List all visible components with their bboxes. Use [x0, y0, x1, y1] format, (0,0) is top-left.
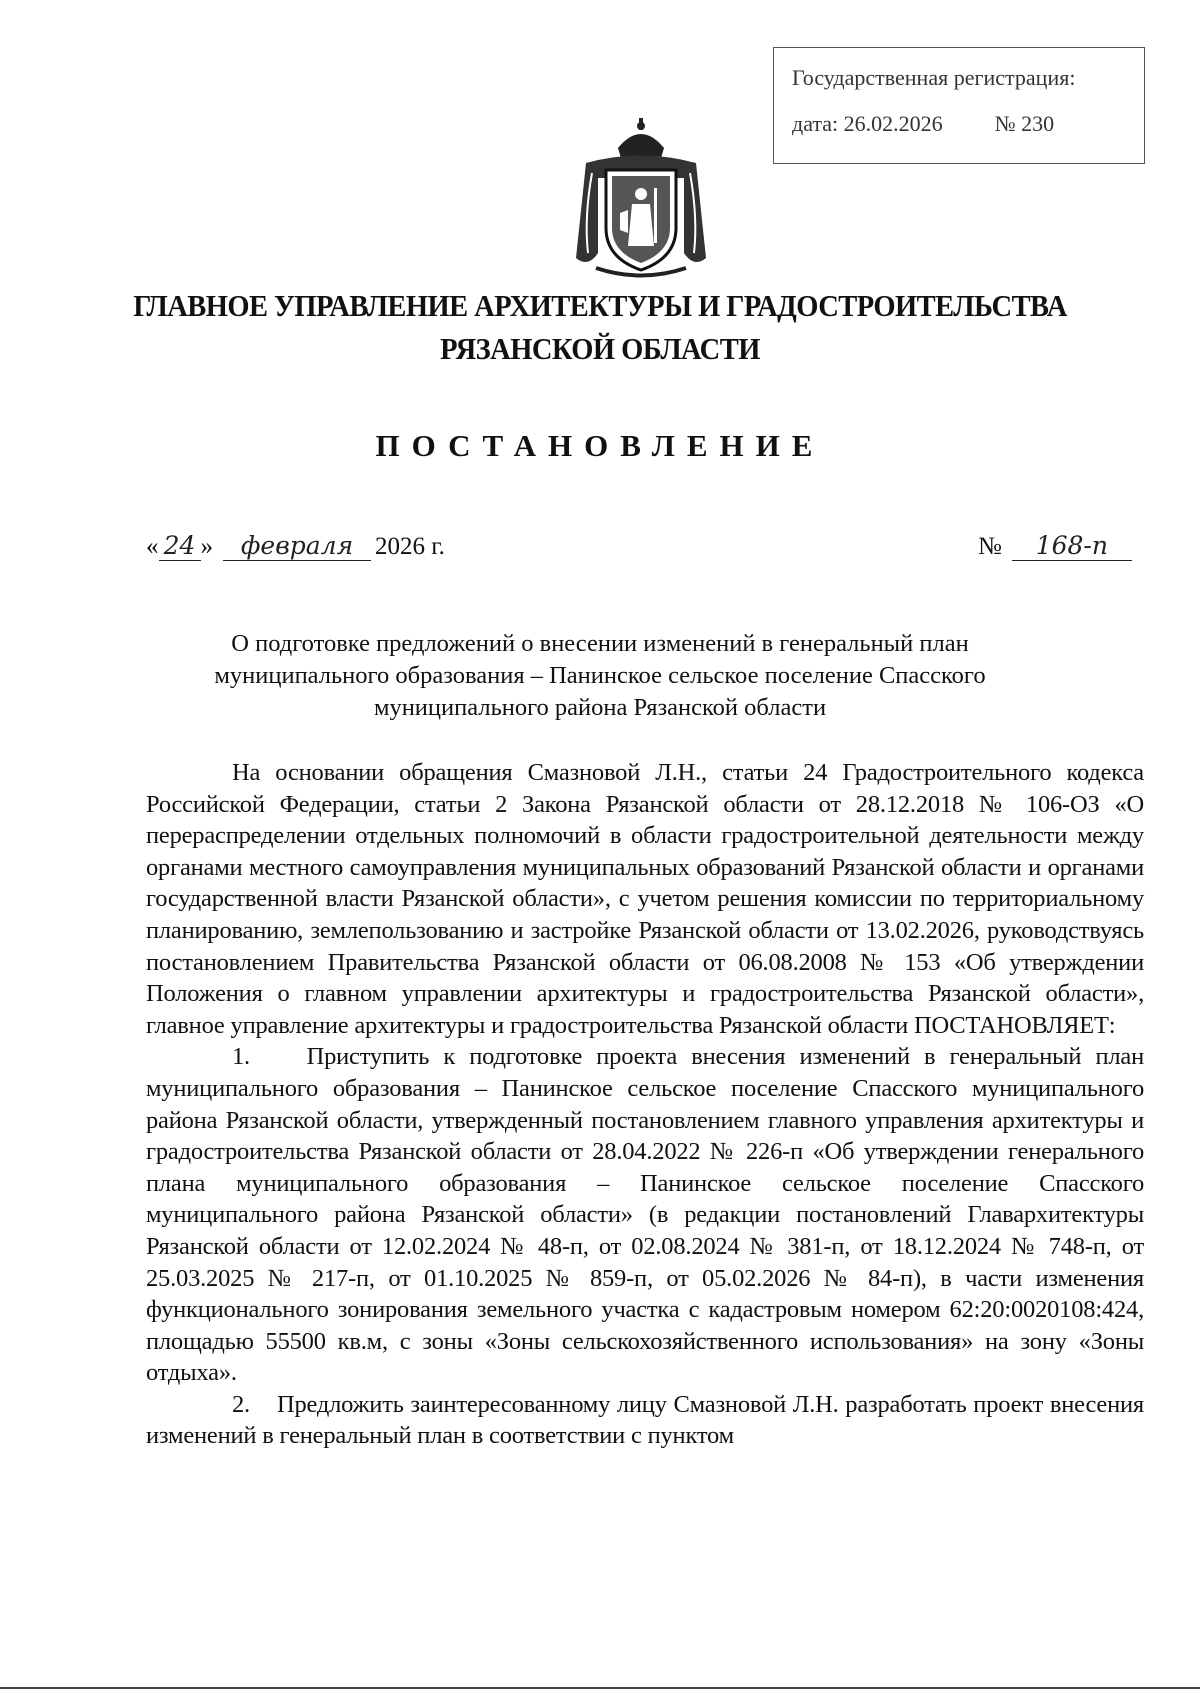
item-1-number: 1.: [232, 1043, 250, 1071]
subject-line-3: муниципального района Рязанской области: [373, 694, 827, 721]
number-value: 168-п: [1012, 532, 1132, 561]
item-2-paragraph: [146, 1389, 1144, 1452]
registration-details: [792, 108, 1144, 140]
item-1-paragraph: [146, 1041, 1144, 1389]
document-type: ПОСТАНОВЛЕНИЕ: [375, 428, 825, 463]
registration-stamp: [773, 47, 1145, 164]
document-number: [978, 532, 1132, 561]
registration-date: дата: 26.02.2026: [792, 111, 943, 136]
date-year: 2026 г.: [375, 533, 445, 560]
subject-line-2: муниципального образования – Панинское сельское поселение Спасского: [214, 662, 986, 689]
date-close-quote: »: [200, 533, 213, 560]
number-label: №: [978, 533, 1002, 560]
organization-line-2: РЯЗАНСКОЙ ОБЛАСТИ: [440, 331, 760, 366]
preamble-paragraph: На основании обращения Смазновой Л.Н., статьи 24 Градостроительного кодекса Российской Федерации, статьи 2 Закона Рязанской области от 28.12.2018 № 106-ОЗ «О перераспределении отдельных полномочий в области градостроительной деятельности между органами местного самоуправления муниципальных образований Рязанской области и органами государственной власти Рязанской области», с учетом решения комиссии по территориальному планированию, землепользованию и застройке Рязанской области от 13.02.2026, руководствуясь постановлением Правительства Рязанской области от 06.08.2008 № 153 «Об утверждении Положения о главном управлении архитектуры и градостроительства Рязанской области», главное управление архитектуры и градостроительства Рязанской области ПОСТАНОВЛЯЕТ:: [146, 759, 1144, 1039]
document-body: [146, 757, 1144, 1452]
date-day: 24: [159, 532, 201, 561]
coat-of-arms-icon: [566, 118, 716, 283]
date-open-quote: «: [146, 533, 159, 560]
organization-line-1: ГЛАВНОЕ УПРАВЛЕНИЕ АРХИТЕКТУРЫ И ГРАДОСТРОИТЕЛЬСТВА: [133, 288, 1067, 323]
subject-line-1: О подготовке предложений о внесении изменений в генеральный план: [231, 630, 969, 657]
registration-title: Государственная регистрация:: [792, 65, 1076, 90]
item-2-number: 2.: [232, 1390, 250, 1418]
page-bottom-edge: [0, 1687, 1200, 1689]
item-1-text: Приступить к подготовке проекта внесения изменений в генеральный план муниципального образования – Панинское сельское поселение Спасского муниципального района Рязанской области, утвержденный постановлением главного управления архитектуры и градостроительства Рязанской области от 28.04.2022 № 226-п «Об утверждении генерального плана муниципального образования – Панинское сельское поселение Спасского муниципального района Рязанской области» (в редакции постановлений Главархитектуры Рязанской области от 12.02.2024 № 48-п, от 02.08.2024 № 381-п, от 18.12.2024 № 748-п, от 25.03.2025 № 217-п, от 01.10.2025 № 859-п, от 05.02.2026 № 84-п), в части изменения функционального зонирования земельного участка с кадастровым номером 62:20:0020108:424, площадью 55500 кв.м, с зоны «Зоны сельскохозяйственного использования» на зону «Зоны отдыха».: [146, 1043, 1144, 1387]
date-month: февраля: [223, 532, 371, 561]
organization-name: [48, 284, 1152, 370]
registration-number: № 230: [994, 111, 1055, 136]
item-2-text: Предложить заинтересованному лицу Смазновой Л.Н. разработать проект внесения изменений в генеральный план в соответствии с пунктом: [146, 1390, 1144, 1450]
document-subject: [0, 628, 1200, 724]
document-date: [146, 532, 445, 561]
